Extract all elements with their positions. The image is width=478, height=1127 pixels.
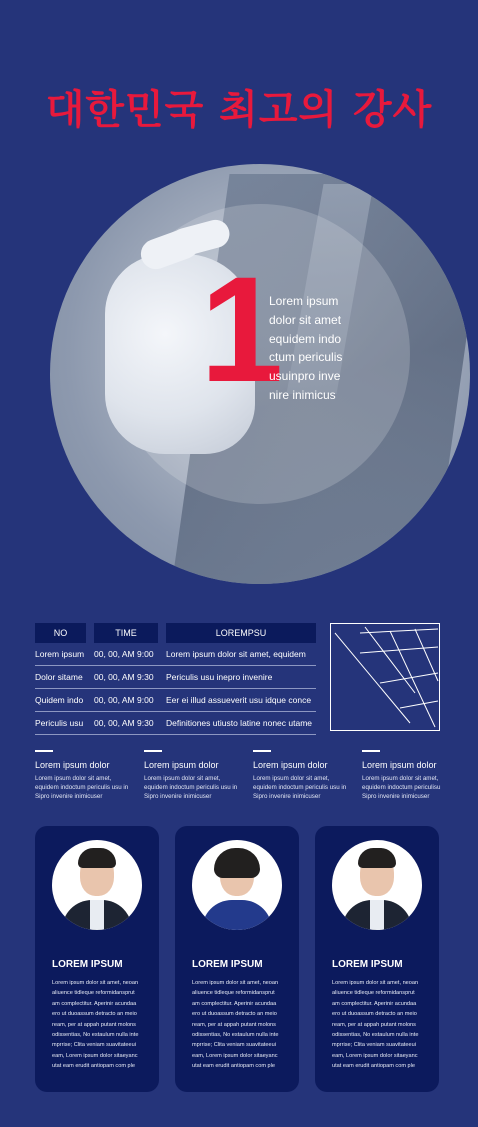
- lecturer-name: LOREM IPSUM: [192, 959, 263, 970]
- desc-line: am complectitur. Aperinir acundaa: [332, 1000, 417, 1007]
- feature-line: Sipro invenire inimicuser: [362, 793, 430, 800]
- feature-bar: [35, 750, 53, 752]
- cell-topic: Lorem ipsum dolor sit amet, equidem: [166, 649, 306, 659]
- avatar-body: [202, 900, 272, 930]
- hero-text: [269, 292, 389, 405]
- perspective-grid-icon: [330, 623, 440, 731]
- lecturer-card: [175, 826, 299, 1092]
- hero-line: ctum periculis: [269, 350, 343, 365]
- avatar-hair: [214, 848, 260, 878]
- desc-line: aliuence tidleque reformidansprut: [332, 990, 415, 997]
- feature-heading: Lorem ipsum dolor: [253, 760, 328, 770]
- desc-line: utat eam erudit antiopam com ple: [332, 1063, 416, 1070]
- cell-no: Lorem ipsum: [35, 649, 85, 659]
- feature-item: [362, 750, 458, 801]
- cell-time: 00, 00, AM 9:00: [94, 695, 154, 705]
- lecturer-desc: [332, 978, 428, 1072]
- cell-time: 00, 00, AM 9:30: [94, 718, 154, 728]
- desc-line: am complectitur. Aperinir acundaa: [52, 1000, 137, 1007]
- desc-line: Lorem ipsum dolor sit amet, neoan: [52, 980, 139, 986]
- table-row: [35, 643, 316, 666]
- header-no: NO: [35, 623, 86, 643]
- desc-line: Lorem ipsum dolor sit amet, neoan: [192, 980, 279, 986]
- avatar: [332, 840, 422, 930]
- feature-heading: Lorem ipsum dolor: [362, 760, 437, 770]
- avatar-hair: [78, 848, 116, 868]
- hero-line: Lorem ipsum: [269, 294, 339, 308]
- hero-photo: [50, 164, 470, 584]
- lecturer-desc: [52, 978, 148, 1072]
- desc-line: mprrise; Clita veniam suavitateeui: [332, 1042, 416, 1049]
- desc-line: odissentias, No estaulum nulla inte: [332, 1032, 419, 1039]
- desc-line: eam, Lorem ipsum dolor sitaeyanc: [192, 1052, 278, 1059]
- desc-line: aliuence tidleque reformidansprut: [52, 990, 135, 997]
- desc-line: odissentias, No estaulum nulla inte: [192, 1032, 279, 1039]
- table-header: [35, 623, 316, 643]
- feature-line: Lorem ipsum dolor sit amet,: [35, 775, 112, 782]
- lecturer-card: [35, 826, 159, 1092]
- hero-line: equidem indo: [269, 331, 342, 346]
- desc-line: aliuence tidleque reformidansprut: [192, 990, 275, 997]
- desc-line: mprrise; Clita veniam suavitateeui: [192, 1042, 276, 1049]
- desc-line: ero ut duoassum detracto an meio: [192, 1011, 277, 1018]
- lecturer-name: LOREM IPSUM: [332, 959, 403, 970]
- cell-time: 00, 00, AM 9:30: [94, 672, 154, 682]
- hero-number: 1: [200, 245, 284, 413]
- desc-line: ero ut duoassum detracto an meio: [332, 1011, 417, 1018]
- desc-line: eam, Lorem ipsum dolor sitaeyanc: [332, 1052, 418, 1059]
- desc-line: utat eam erudit antiopam com ple: [192, 1063, 276, 1070]
- desc-line: ero ut duoassum detracto an meio: [52, 1011, 137, 1018]
- desc-line: utat eam erudit antiopam com ple: [52, 1063, 136, 1070]
- avatar: [52, 840, 142, 930]
- feature-bar: [362, 750, 380, 752]
- desc-line: Lorem ipsum dolor sit amet, neoan: [332, 980, 419, 986]
- feature-line: equidem indoctum periculis usu in: [35, 784, 129, 791]
- header-topic: LOREMPSU: [166, 623, 316, 643]
- feature-bar: [253, 750, 271, 752]
- table-row: [35, 712, 316, 735]
- desc-line: ream, per at appah putant molons: [52, 1021, 136, 1028]
- feature-text: [253, 774, 349, 801]
- cell-topic: Periculis usu inepro invenire: [166, 672, 273, 682]
- desc-line: am complectitur. Aperinir acundaa: [192, 1000, 277, 1007]
- desc-line: ream, per at appah putant molons: [332, 1021, 416, 1028]
- feature-text: [35, 774, 131, 801]
- feature-line: equidem indoctum periculisu: [362, 784, 441, 791]
- feature-heading: Lorem ipsum dolor: [144, 760, 219, 770]
- feature-line: Lorem ipsum dolor sit amet,: [144, 775, 221, 782]
- desc-line: mprrise; Clita veniam suavitateeui: [52, 1042, 136, 1049]
- cell-time: 00, 00, AM 9:00: [94, 649, 154, 659]
- desc-line: odissentias, No estaulum nulla inte: [52, 1032, 139, 1039]
- feature-line: Lorem ipsum dolor sit amet,: [253, 775, 330, 782]
- feature-line: Sipro invenire inimicuser: [253, 793, 321, 800]
- avatar-hair: [358, 848, 396, 868]
- feature-line: Lorem ipsum dolor sit amet,: [362, 775, 439, 782]
- cell-no: Dolor sitame: [35, 672, 83, 682]
- feature-text: [144, 774, 240, 801]
- avatar-shirt: [370, 900, 384, 930]
- hero-line: nire inimicus: [269, 387, 336, 402]
- feature-line: equidem indoctum periculis usu in: [144, 784, 238, 791]
- feature-line: Sipro invenire inimicuser: [35, 793, 103, 800]
- feature-item: [253, 750, 349, 801]
- feature-item: [35, 750, 131, 801]
- cell-topic: Eer ei illud assueverit usu idque conce: [166, 695, 312, 705]
- feature-line: equidem indoctum periculis usu in: [253, 784, 347, 791]
- page-title: 대한민국 최고의 강사: [45, 87, 433, 133]
- lecturer-card: [315, 826, 439, 1092]
- cell-no: Quidem indo: [35, 695, 84, 705]
- desc-line: eam, Lorem ipsum dolor sitaeyanc: [52, 1052, 138, 1059]
- hero-line: usuinpro inve: [269, 369, 341, 384]
- avatar: [192, 840, 282, 930]
- hero-line: dolor sit amet: [269, 312, 342, 327]
- cell-topic: Definitiones utiusto latine nonec utame: [166, 718, 313, 728]
- desc-line: ream, per at appah putant molons: [192, 1021, 276, 1028]
- cell-no: Periculis usu: [35, 718, 84, 728]
- table-row: [35, 689, 316, 712]
- feature-item: [144, 750, 240, 801]
- feature-line: Sipro invenire inimicuser: [144, 793, 212, 800]
- table-row: [35, 666, 316, 689]
- schedule-table: [35, 623, 316, 735]
- feature-heading: Lorem ipsum dolor: [35, 760, 110, 770]
- feature-bar: [144, 750, 162, 752]
- header-time: TIME: [94, 623, 158, 643]
- avatar-shirt: [90, 900, 104, 930]
- feature-text: [362, 774, 458, 801]
- lecturer-name: LOREM IPSUM: [52, 959, 123, 970]
- lecturer-desc: [192, 978, 288, 1072]
